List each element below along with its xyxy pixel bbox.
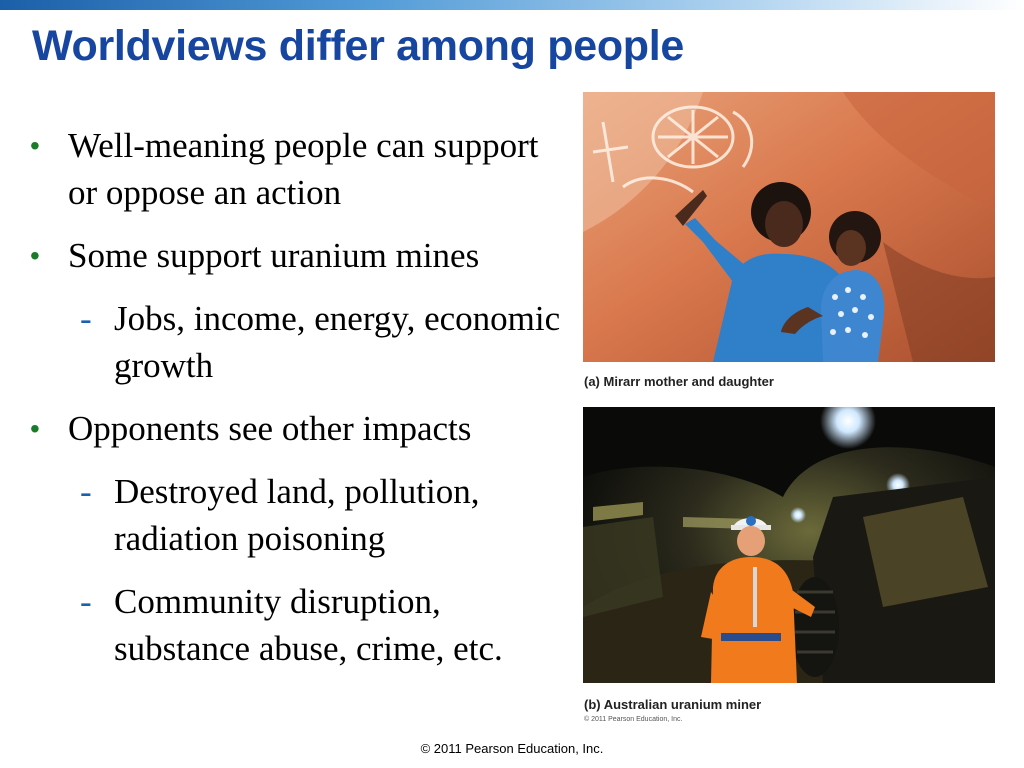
slide-title: Worldviews differ among people: [32, 22, 685, 70]
bullet-list: [30, 122, 575, 688]
image-copyright: © 2011 Pearson Education, Inc.: [584, 716, 683, 723]
sub-bullet-text: Destroyed land, pollution, radiation poisoning: [114, 472, 480, 558]
dash-marker: -: [80, 299, 92, 338]
footer-copyright: © 2011 Pearson Education, Inc.: [420, 741, 604, 756]
bullet-text: Some support uranium mines: [68, 236, 480, 275]
caption-a: (a) Mirarr mother and daughter: [584, 374, 774, 389]
dash-marker: -: [80, 582, 92, 621]
sub-bullet-item: [30, 578, 575, 672]
bullet-marker: •: [30, 130, 40, 161]
bullet-item: [30, 232, 575, 279]
dash-marker: -: [80, 472, 92, 511]
photo-uranium-miner: [583, 407, 995, 683]
bullet-marker: •: [30, 413, 40, 444]
sub-bullet-text: Community disruption, substance abuse, crime, etc.: [114, 582, 503, 668]
bullet-item: [30, 122, 575, 216]
top-gradient-bar: [0, 0, 1024, 10]
sub-bullet-item: [30, 468, 575, 562]
bullet-text: Opponents see other impacts: [68, 409, 472, 448]
bullet-item: [30, 405, 575, 452]
photo-mirarr-mother-daughter: [583, 92, 995, 362]
sub-bullet-text: Jobs, income, energy, economic growth: [114, 299, 561, 385]
bullet-marker: •: [30, 240, 40, 271]
caption-b: (b) Australian uranium miner: [584, 697, 762, 712]
sub-bullet-item: [30, 295, 575, 389]
bullet-text: Well-meaning people can support or oppose an action: [68, 126, 539, 212]
